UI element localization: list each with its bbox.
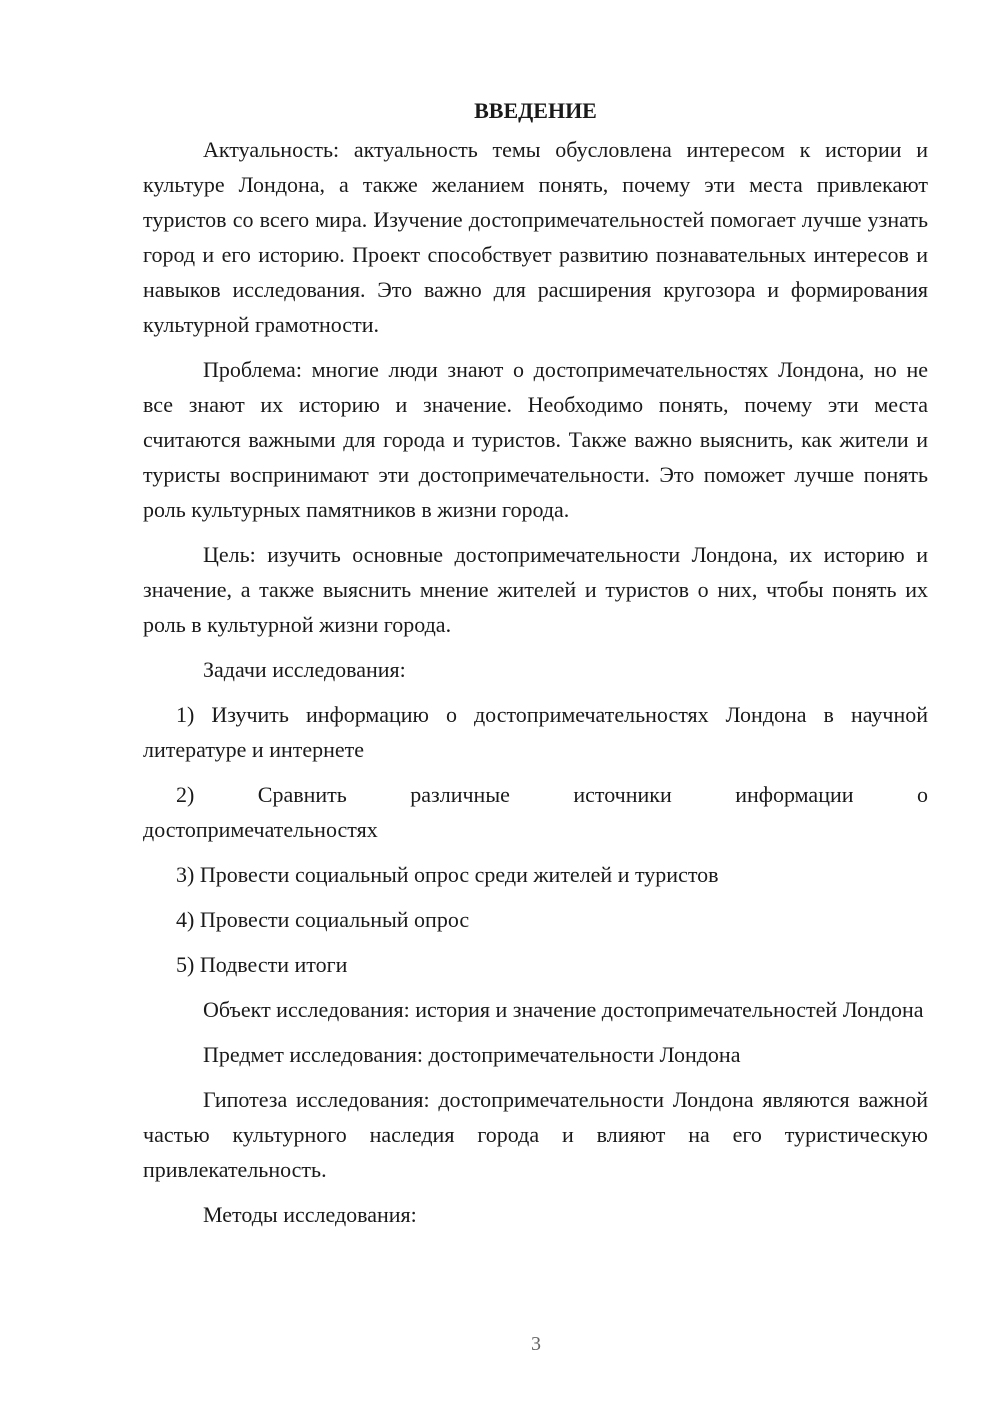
goal-paragraph: Цель: изучить основные достопримечательности Лондона, их историю и значение, а также выяснить мнение жителей и туристов о них, чтобы понять их роль в культурной жизни города. bbox=[143, 542, 928, 637]
problem-paragraph: Проблема: многие люди знают о достопримечательностях Лондона, но не все знают их историю и значение. Необходимо понять, почему эти места считаются важными для города и туристов. Также важно выяснить, как жители и туристы воспринимают эти достопримечательности. Это поможет лучше понять роль культурных памятников в жизни города. bbox=[143, 357, 928, 522]
subject-paragraph: Предмет исследования: достопримечательности Лондона bbox=[203, 1042, 741, 1067]
document-body bbox=[143, 94, 928, 1242]
task-item-1: 1) Изучить информацию о достопримечательностях Лондона в научной литературе и интернете bbox=[143, 702, 928, 762]
task-item-5: 5) Подвести итоги bbox=[176, 952, 348, 977]
tasks-title: Задачи исследования: bbox=[203, 657, 406, 682]
object-paragraph: Объект исследования: история и значение достопримечательностей Лондона bbox=[203, 997, 924, 1022]
task-item-2-line-1: 2) Сравнить различные источники информации о bbox=[176, 782, 928, 807]
task-item-3: 3) Провести социальный опрос среди жителей и туристов bbox=[176, 862, 719, 887]
task-item-2 bbox=[143, 777, 928, 847]
task-item-2-line-2: достопримечательностях bbox=[143, 817, 378, 842]
relevance-paragraph: Актуальность: актуальность темы обусловлена интересом к истории и культуре Лондона, а также желанием понять, почему эти места привлекают туристов со всего мира. Изучение достопримечательностей помогает лучше узнать город и его историю. Проект способствует развитию познавательных интересов и навыков исследования. Это важно для расширения кругозора и формирования культурной грамотности. bbox=[143, 137, 928, 337]
section-heading: ВВЕДЕНИЕ bbox=[474, 98, 597, 123]
page-number: 3 bbox=[531, 1333, 541, 1355]
hypothesis-paragraph: Гипотеза исследования: достопримечательности Лондона являются важной частью культурного наследия города и влияют на его туристическую привлекательность. bbox=[143, 1087, 928, 1182]
methods-title: Методы исследования: bbox=[203, 1202, 417, 1227]
task-item-4: 4) Провести социальный опрос bbox=[176, 907, 470, 932]
